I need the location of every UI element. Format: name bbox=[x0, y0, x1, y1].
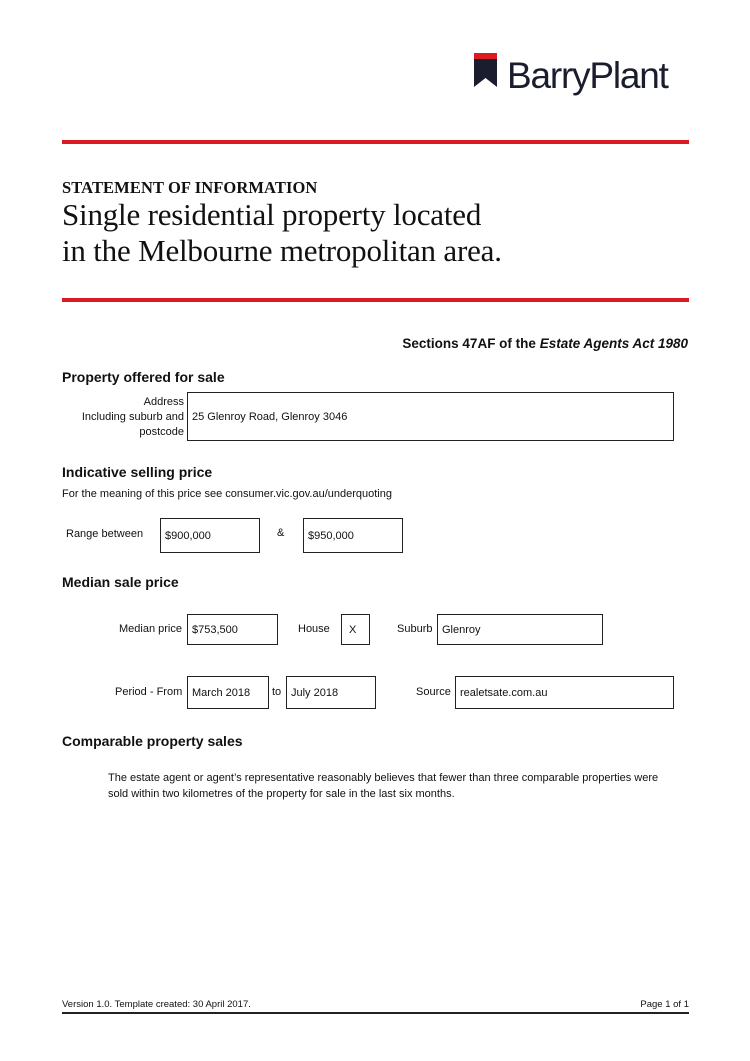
bookmark-ribbon-icon bbox=[474, 53, 497, 87]
address-label-line-1: Address bbox=[143, 396, 184, 408]
period-to-field[interactable] bbox=[286, 676, 376, 709]
range-low-field[interactable] bbox=[160, 518, 260, 553]
property-type-value: X bbox=[349, 623, 357, 636]
comparable-statement-line-2: sold within two kilometres of the property for sale in the last six months. bbox=[108, 788, 455, 800]
suburb-field[interactable] bbox=[437, 614, 603, 645]
median-price-value: $753,500 bbox=[192, 623, 238, 636]
section-title-comparable: Comparable property sales bbox=[62, 733, 243, 749]
median-price-field[interactable] bbox=[187, 614, 278, 645]
comparable-statement bbox=[108, 770, 688, 802]
suburb-label: Suburb bbox=[397, 623, 433, 635]
period-to-value: July 2018 bbox=[291, 686, 339, 699]
range-high-field[interactable] bbox=[303, 518, 403, 553]
act-reference bbox=[402, 336, 688, 351]
section-title-property: Property offered for sale bbox=[62, 369, 225, 385]
top-divider bbox=[62, 140, 689, 144]
headline-line-1: Single residential property located bbox=[62, 197, 482, 232]
version-note: Version 1.0. Template created: 30 April 2017. bbox=[62, 999, 251, 1010]
source-value: realetsate.com.au bbox=[460, 686, 548, 699]
period-from-value: March 2018 bbox=[192, 686, 251, 699]
act-prefix: Sections 47AF of the bbox=[402, 336, 540, 351]
median-price-label: Median price bbox=[119, 623, 182, 635]
address-label-line-2: Including suburb and bbox=[81, 411, 184, 423]
range-high-value: $950,000 bbox=[308, 529, 354, 542]
period-from-field[interactable] bbox=[187, 676, 269, 709]
section-title-median: Median sale price bbox=[62, 574, 179, 590]
period-to-label: to bbox=[272, 686, 282, 698]
range-label: Range between bbox=[66, 528, 144, 540]
page-footer bbox=[62, 999, 689, 1010]
document-eyebrow: STATEMENT OF INFORMATION bbox=[62, 178, 318, 197]
footer-divider bbox=[62, 1012, 689, 1014]
headline-line-2: in the Melbourne metropolitan area. bbox=[62, 233, 502, 268]
underquoting-note: For the meaning of this price see consumer.vic.gov.au/underquoting bbox=[62, 488, 392, 500]
range-low-value: $900,000 bbox=[165, 529, 211, 542]
period-from-label: Period - From bbox=[115, 686, 183, 698]
address-label bbox=[62, 395, 184, 440]
section-title-indicative-price: Indicative selling price bbox=[62, 464, 213, 480]
property-type-label: House bbox=[298, 623, 330, 635]
source-label: Source bbox=[416, 686, 451, 698]
address-value: 25 Glenroy Road, Glenroy 3046 bbox=[192, 410, 348, 423]
header-bottom-divider bbox=[62, 298, 689, 302]
comparable-statement-line-1: The estate agent or agent’s representative reasonably believes that fewer than three comparable properties were bbox=[108, 772, 659, 784]
brand-name: BarryPlant bbox=[507, 54, 668, 96]
range-separator: & bbox=[277, 527, 285, 539]
source-field[interactable] bbox=[455, 676, 674, 709]
document-headline bbox=[62, 197, 502, 269]
act-name: Estate Agents Act 1980 bbox=[539, 336, 688, 351]
page-number: Page 1 of 1 bbox=[640, 999, 689, 1010]
address-field[interactable] bbox=[187, 392, 674, 441]
property-type-field[interactable] bbox=[341, 614, 370, 645]
address-label-line-3: postcode bbox=[139, 426, 184, 438]
brand-logo bbox=[474, 52, 668, 98]
suburb-value: Glenroy bbox=[442, 623, 481, 636]
